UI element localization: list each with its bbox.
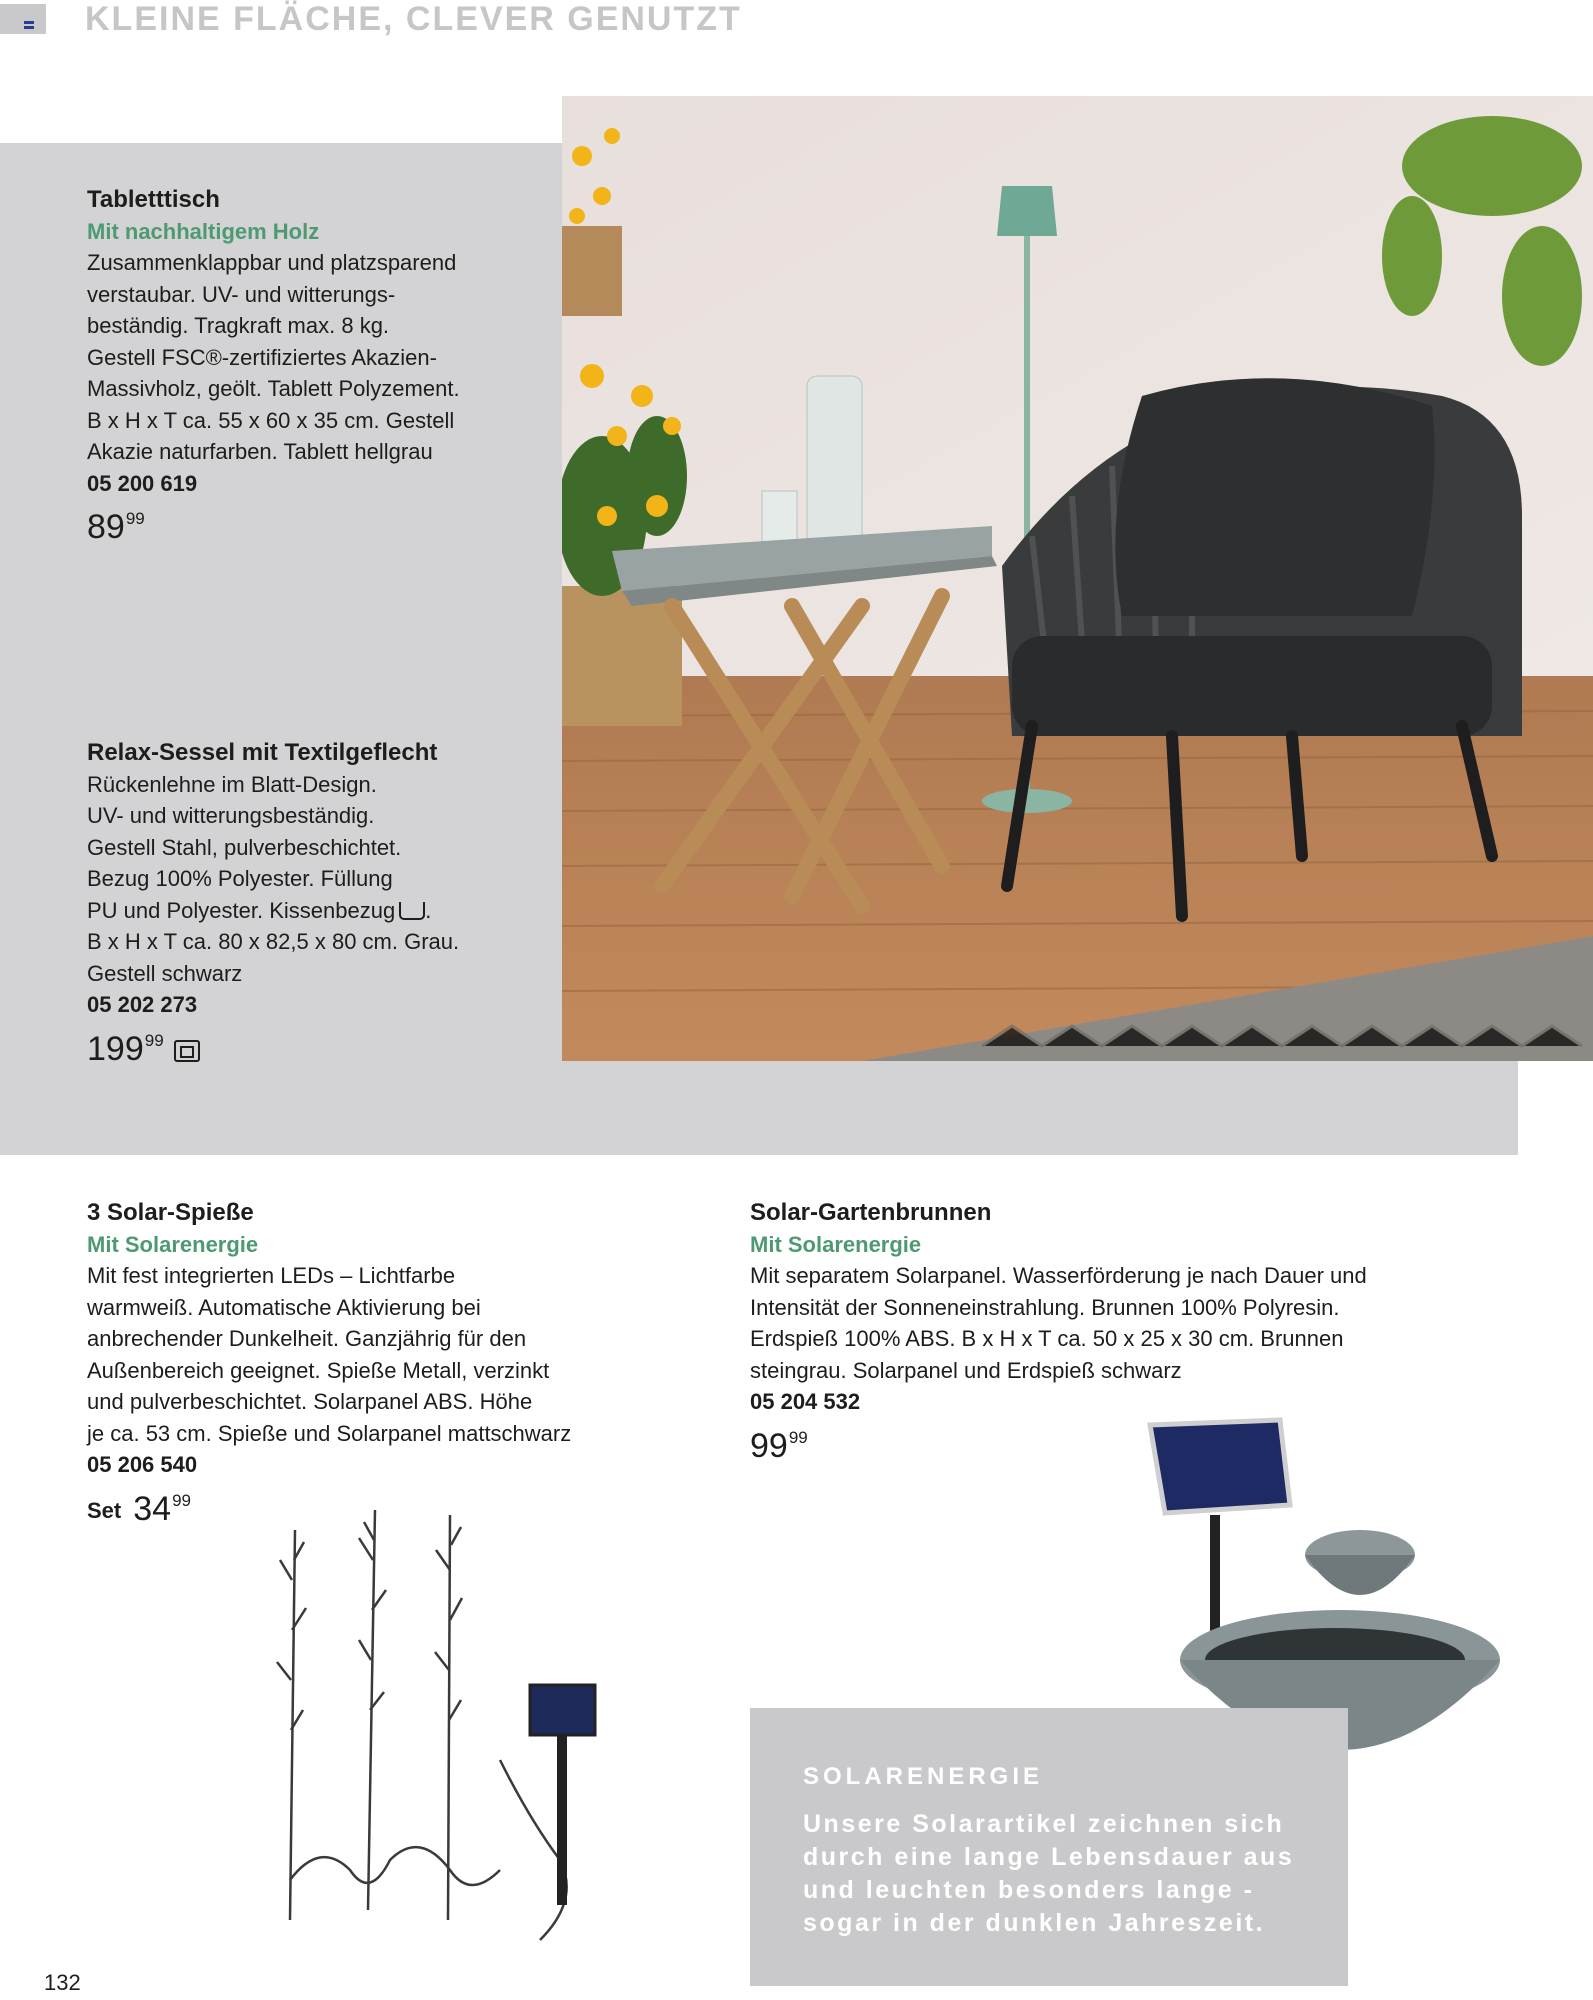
product-name: 3 Solar-Spieße — [87, 1199, 254, 1226]
article-number: 05 204 532 — [750, 1389, 861, 1414]
product-description: Mit separatem Solarpanel. Wasserförderung je nach Dauer und Intensität der Sonneneinstrahlung. Brunnen 100% Polyresin. Erdspieß 100% ABS. B x H x T ca. 50 x 25 x 30 cm. Brunnen steingrau. Solarpanel und Erdspieß schwarz — [750, 1263, 1367, 1383]
product-description — [87, 769, 547, 990]
price-main: 34 — [133, 1489, 172, 1528]
product-subtitle: Mit nachhaltigem Holz — [87, 218, 320, 244]
price-main: 89 — [87, 508, 125, 546]
product-solar-spiesse — [87, 1197, 647, 1526]
product-name: Relax-Sessel mit Textilgeflecht — [87, 739, 438, 766]
page-number: 132 — [44, 1970, 81, 1995]
price — [87, 503, 527, 544]
article-number: 05 200 619 — [87, 470, 198, 496]
price-cents: 99 — [788, 1427, 808, 1447]
info-box-title: SOLARENERGIE — [803, 1763, 1044, 1790]
solar-spikes-image — [270, 1500, 620, 1945]
product-relax-sessel — [87, 737, 547, 1068]
price-cents: 99 — [125, 509, 145, 528]
product-description: Mit fest integrierten LEDs – Lichtfarbe warmweiß. Automatische Aktivierung bei anbrechender Dunkelheit. Ganzjährig für den Außenbereich geeignet. Spieße Metall, verzinkt und pulverbeschichtet. Solarpanel ABS. Höhe je ca. 53 cm. Spieße und Solarpanel mattschwarz — [87, 1263, 572, 1446]
article-number: 05 202 273 — [87, 992, 198, 1017]
price-main: 199 — [87, 1029, 144, 1068]
delivery-icon — [174, 1040, 200, 1062]
product-tabletttisch — [87, 184, 527, 544]
info-box-text: Unsere Solarartikel zeichnen sich durch eine lange Lebensdauer aus und leuchten besonders lange - sogar in der dunklen Jahreszeit. — [803, 1810, 1295, 1937]
price-cents: 99 — [144, 1030, 164, 1050]
price-prefix: Set — [87, 1497, 122, 1523]
patio-photo — [562, 96, 1593, 1061]
description-part-1: Rückenlehne im Blatt-Design. UV- und witterungsbeständig. Gestell Stahl, pulverbeschichtet. Bezug 100% Polyester. Füllung PU und Polyester. Kissenbezug — [87, 771, 402, 923]
wash-30-icon — [399, 902, 425, 920]
product-subtitle: Mit Solarenergie — [750, 1231, 922, 1257]
product-subtitle: Mit Solarenergie — [87, 1231, 259, 1257]
price — [87, 1025, 547, 1066]
article-number: 05 206 540 — [87, 1452, 198, 1477]
description-part-2: . B x H x T ca. 80 x 82,5 x 80 cm. Grau. Gestell schwarz — [87, 897, 460, 986]
product-name: Solar-Gartenbrunnen — [750, 1199, 992, 1226]
product-name: Tabletttisch — [87, 186, 220, 213]
product-description: Zusammenklappbar und platzsparend verstaubar. UV- und witterungs- beständig. Tragkraft max. 8 kg. Gestell FSC®-zertifiziertes Akazien- Massivholz, geölt. Tablett Polyzement. B x H x T ca. 55 x 60 x 35 cm. Gestell Akazie naturfarben. Tablett hellgrau — [87, 250, 460, 464]
header-mark — [0, 4, 46, 34]
price-main: 99 — [750, 1426, 788, 1465]
price-cents: 99 — [172, 1490, 191, 1510]
solar-info-box — [750, 1708, 1348, 1986]
section-title: KLEINE FLÄCHE, CLEVER GENUTZT — [85, 0, 742, 38]
